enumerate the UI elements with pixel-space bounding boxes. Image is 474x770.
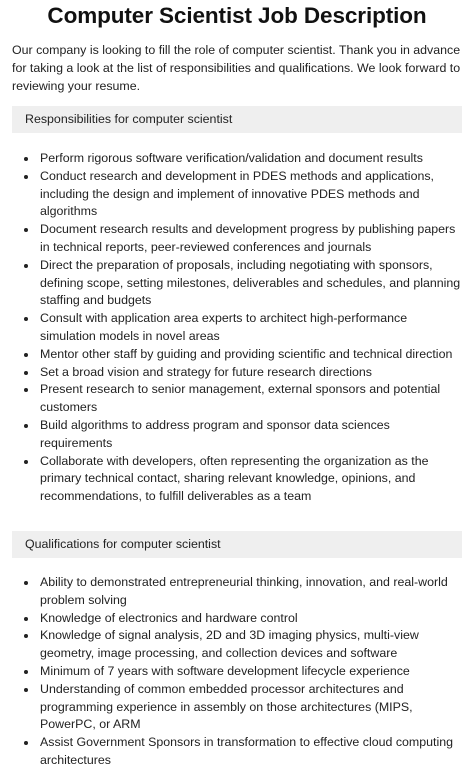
list-item: Mentor other staff by guiding and providing scientific and technical direction (12, 346, 462, 364)
list-item: Set a broad vision and strategy for future research directions (12, 364, 462, 382)
qualifications-heading: Qualifications for computer scientist (12, 531, 462, 558)
list-item: Direct the preparation of proposals, including negotiating with sponsors, defining scope, setting milestones, deliverables and schedules, and planning staffing and budgets (12, 257, 462, 310)
list-item: Conduct research and development in PDES methods and applications, including the design and implement of innovative PDES methods and algorithms (12, 168, 462, 221)
qualifications-list (12, 574, 462, 770)
list-item: Knowledge of signal analysis, 2D and 3D imaging physics, multi-view geometry, image processing, and collection devices and software (12, 627, 462, 663)
list-item: Document research results and development progress by publishing papers in technical reports, peer-reviewed conferences and journals (12, 221, 462, 257)
list-item: Minimum of 7 years with software development lifecycle experience (12, 663, 462, 681)
list-item: Build algorithms to address program and sponsor data sciences requirements (12, 417, 462, 453)
list-item: Perform rigorous software verification/validation and document results (12, 150, 462, 168)
intro-paragraph: Our company is looking to fill the role of computer scientist. Thank you in advance for taking a look at the list of responsibilities and qualifications. We look forward to reviewing your resume. (12, 43, 461, 93)
responsibilities-list (12, 150, 462, 506)
list-item: Present research to senior management, external sponsors and potential customers (12, 381, 462, 417)
list-item: Understanding of common embedded processor architectures and programming experience in assembly on those architectures (MIPS, PowerPC, or ARM (12, 681, 462, 734)
list-item: Knowledge of electronics and hardware control (12, 610, 462, 628)
responsibilities-heading: Responsibilities for computer scientist (12, 106, 462, 133)
list-item: Collaborate with developers, often representing the organization as the primary technical contact, sharing relevant knowledge, opinions, and recommendations, to fulfill deliverables as a team (12, 453, 462, 506)
page-title: Computer Scientist Job Description (47, 3, 427, 28)
list-item: Consult with application area experts to architect high-performance simulation models in novel areas (12, 310, 462, 346)
list-item: Ability to demonstrated entrepreneurial thinking, innovation, and real-world problem solving (12, 574, 462, 610)
list-item: Assist Government Sponsors in transformation to effective cloud computing architectures (12, 734, 462, 770)
